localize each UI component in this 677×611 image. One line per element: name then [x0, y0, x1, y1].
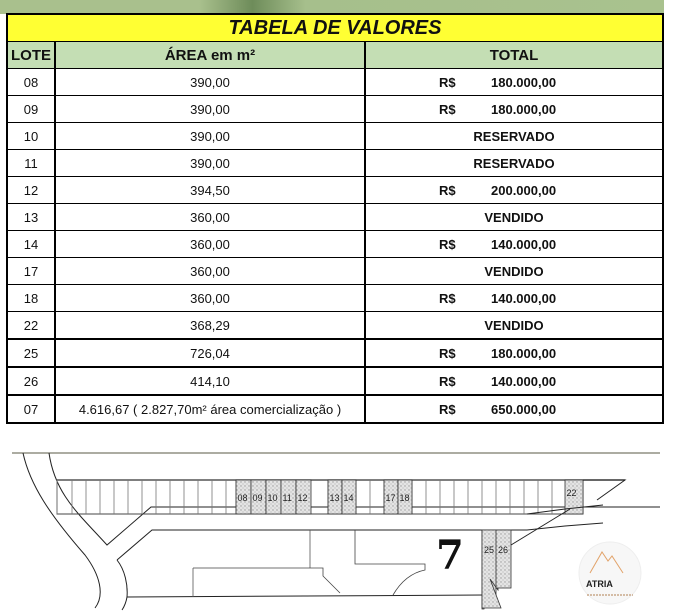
total-cell — [365, 150, 663, 177]
lote-cell: 17 — [7, 258, 55, 285]
lote-cell: 11 — [7, 150, 55, 177]
lote-cell: 18 — [7, 285, 55, 312]
area-cell: 390,00 — [55, 150, 365, 177]
lot-label-26: 26 — [498, 545, 509, 555]
currency-symbol: R$ — [439, 290, 456, 306]
lote-cell: 10 — [7, 123, 55, 150]
table-row — [7, 339, 663, 367]
lot-label: 10 — [267, 493, 278, 503]
lote-cell: 07 — [7, 395, 55, 423]
lot-label: 18 — [399, 493, 410, 503]
lote-cell: 13 — [7, 204, 55, 231]
svg-text:ATRIA: ATRIA — [586, 579, 613, 589]
price-table — [6, 13, 664, 424]
currency-symbol: R$ — [439, 74, 456, 90]
area-cell: 360,00 — [55, 285, 365, 312]
table-row — [7, 123, 663, 150]
area-cell: 414,10 — [55, 367, 365, 395]
currency-symbol: R$ — [439, 345, 456, 361]
lote-cell: 25 — [7, 339, 55, 367]
status-badge: RESERVADO — [473, 155, 555, 171]
road-curve-outer — [23, 453, 100, 608]
road-curve-lower — [117, 560, 127, 610]
column-header-total: TOTAL — [365, 42, 663, 69]
lot-label: 17 — [385, 493, 396, 503]
table-row — [7, 395, 663, 423]
lote-cell: 09 — [7, 96, 55, 123]
table-title: TABELA DE VALORES — [7, 14, 663, 42]
area-cell: 4.616,67 ( 2.827,70m² área comercialização ) — [55, 395, 365, 423]
table-row — [7, 258, 663, 285]
price-value: 140.000,00 — [491, 290, 557, 306]
table-row — [7, 69, 663, 96]
area-cell: 726,04 — [55, 339, 365, 367]
status-badge: VENDIDO — [484, 263, 544, 279]
table-row — [7, 231, 663, 258]
total-cell — [365, 177, 663, 204]
total-cell — [365, 285, 663, 312]
price-value: 200.000,00 — [491, 182, 557, 198]
column-header-lote: LOTE — [7, 42, 55, 69]
table-row — [7, 312, 663, 340]
price-value: 140.000,00 — [491, 236, 557, 252]
price — [439, 291, 589, 306]
price — [439, 374, 589, 389]
lot-label: 22 — [566, 488, 577, 498]
price — [439, 75, 589, 90]
total-cell — [365, 339, 663, 367]
lot-label-25: 25 — [484, 545, 495, 555]
total-cell — [365, 69, 663, 96]
total-cell — [365, 312, 663, 340]
price — [439, 237, 589, 252]
price-value: 180.000,00 — [491, 345, 557, 361]
total-cell — [365, 231, 663, 258]
total-cell — [365, 204, 663, 231]
currency-symbol: R$ — [439, 182, 456, 198]
area-cell: 360,00 — [55, 258, 365, 285]
price — [439, 346, 589, 361]
lots-row — [57, 480, 583, 514]
table-row — [7, 367, 663, 395]
currency-symbol: R$ — [439, 373, 456, 389]
price — [439, 402, 589, 417]
atria-logo — [579, 542, 641, 604]
lote-cell: 12 — [7, 177, 55, 204]
lot-07-label: 7 — [436, 532, 464, 579]
area-cell: 390,00 — [55, 123, 365, 150]
area-cell: 390,00 — [55, 69, 365, 96]
price-value: 140.000,00 — [491, 373, 557, 389]
lote-cell: 08 — [7, 69, 55, 96]
area-cell: 360,00 — [55, 231, 365, 258]
status-badge: VENDIDO — [484, 317, 544, 333]
lote-cell: 14 — [7, 231, 55, 258]
currency-symbol: R$ — [439, 236, 456, 252]
lot-map — [0, 445, 677, 611]
price — [439, 102, 589, 117]
price — [439, 183, 589, 198]
lot-label: 13 — [329, 493, 340, 503]
lote-cell: 26 — [7, 367, 55, 395]
lot-label: 14 — [343, 493, 354, 503]
lot-label: 12 — [297, 493, 308, 503]
currency-symbol: R$ — [439, 101, 456, 117]
total-cell — [365, 367, 663, 395]
area-cell: 394,50 — [55, 177, 365, 204]
total-cell — [365, 258, 663, 285]
road-branch — [117, 530, 308, 560]
status-badge: RESERVADO — [473, 128, 555, 144]
lot-26 — [496, 530, 511, 588]
currency-symbol: R$ — [439, 401, 456, 417]
lot-label: 09 — [252, 493, 263, 503]
table-row — [7, 177, 663, 204]
total-cell — [365, 123, 663, 150]
table-row — [7, 150, 663, 177]
total-cell — [365, 96, 663, 123]
table-row — [7, 96, 663, 123]
price-value: 180.000,00 — [491, 101, 557, 117]
area-cell: 368,29 — [55, 312, 365, 340]
column-header-area: ÁREA em m² — [55, 42, 365, 69]
header-banner — [0, 0, 664, 14]
status-badge: VENDIDO — [484, 209, 544, 225]
area-cell: 390,00 — [55, 96, 365, 123]
table-row — [7, 204, 663, 231]
table-row — [7, 285, 663, 312]
lote-cell: 22 — [7, 312, 55, 340]
price-value: 180.000,00 — [491, 74, 557, 90]
area-cell: 360,00 — [55, 204, 365, 231]
price-value: 650.000,00 — [491, 401, 557, 417]
total-cell — [365, 395, 663, 423]
lot-label: 11 — [282, 493, 292, 503]
lot-label: 08 — [237, 493, 248, 503]
